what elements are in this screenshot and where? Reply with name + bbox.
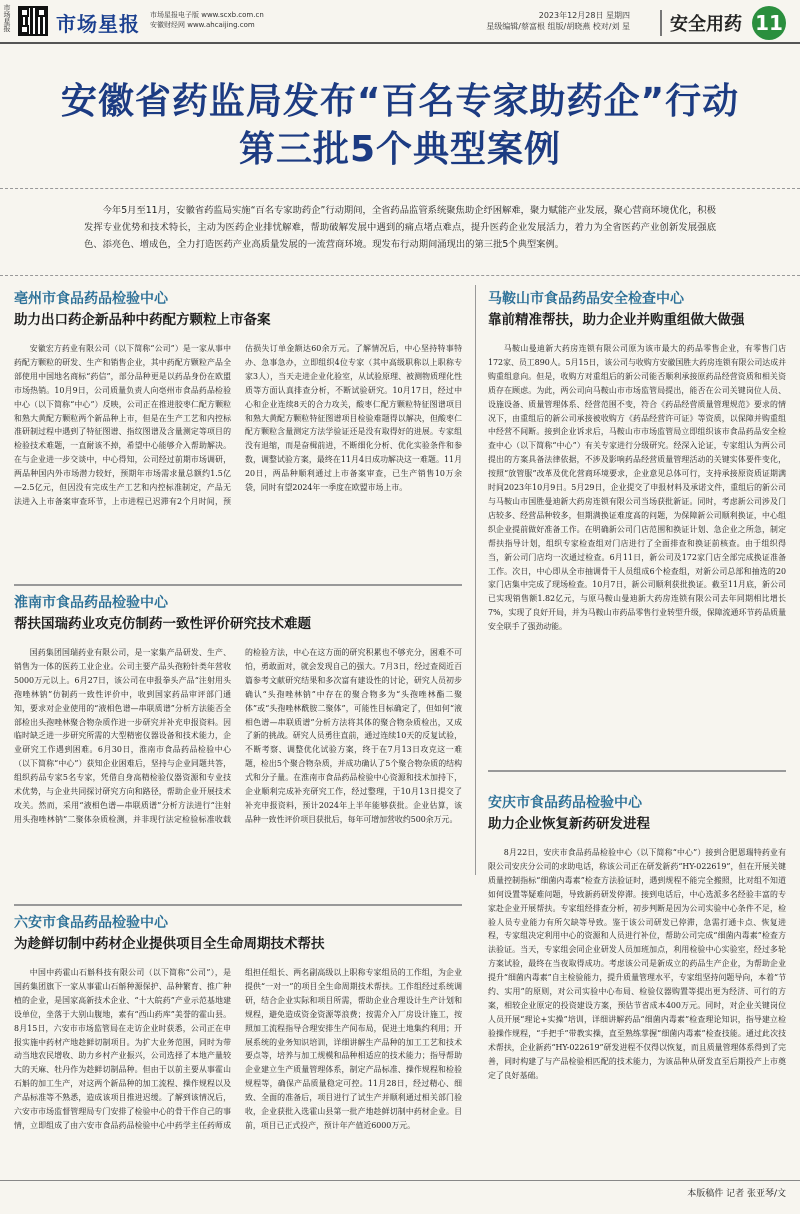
- article-luan: [14, 914, 462, 1170]
- article-text: 马鞍山曼迪新大药房连锁有限公司原为该市最大的药品零售企业，有零售门店172家、员工890人。5月15日，该公司与收购方安徽国胜大药房连锁有限公司达成并购重组意向。但是，收购方对重组后的新公司能否顺利承接原药品经营资质和相关资质存在顾虑。为此，两公司向马鞍山市市场监管局提出，能否在公司关键岗位人员、设施设备、质量管理体系、经营范围不变，符合《药品经营质量管理规范》要求的情况下，由重组后的新公司承接被收购方《药品经营许可证》等资质，以保障并购重组中经营不间断。接到企业诉求后，马鞍山市市场监管局立即组织该市食品药品安全检查中心（以下简称“中心”）有关专家进行分级研究。经深入论证，专家组认为两公司提出的方案具备法律依据，不涉及影响药品经营质量管理活动的关键实体要件变化，按照“放管服”改革及优化营商环境要求，企业意见总体可行，支持承接原资质证期满时间2023年10月9日。5月29日，企业提交了申报材料及承诺文件，重组后的新公司与马鞍山市国胜曼迪新大药房连锁有限公司当场获批新证。同时，考虑新公司涉及门店较多、经营品种较多，但期满换证难度高的问题，为保障新公司顺利换证，中心组织企业提前做好准备工作。在明确新公司门店范围和换证计划、急企业之所急，制定帮扶指导计划，组织专家检查组对门店进行了全面排查和换证前核查。由于组织得当，新公司门店均一次通过检查。6月11日，新公司及172家门店全部完成换证准备工作。次日，中心即从全市抽调骨干人员组成6个检查组，对新公司总部和抽选的20家门店集中完成了现场检查。10月7日，新公司顺利获批换证。截至11月底，新公司已实现销售额1.82亿元，与原马鞍山曼迪新大药房连锁有限公司去年同期相比增长7%，实现了良好开局，并为马鞍山市药品零售行业转型升级，保障流通环节药品质量安全联手了强劲动能。: [488, 344, 786, 632]
- article-anqing: [488, 794, 786, 1172]
- article-text: 安徽宏方药业有限公司（以下简称“公司”）是一家从事中药配方颗粒的研发、生产和销售企业，其中药配方颗粒产品全部使用中国地名商标“药信”，部分品种更是以药品身份在欧盟市场热销。10月9日，公司质量负责人向亳州市食品药品检验中心（以下简称“中心”）反映，公司正在推进胶枣仁配方颗粒和熟大黄配方颗粒两个新品种上市，但是在生产工艺和内控标准研制过程中遇到了特征图谱、指纹图谱及含量测定等项目的检验技术难题，一直耐该不掉，希望中心能够介入帮助解决。在与企业进一步交谈中，中心得知，公司经过前期市场调研，两品种国内外市场潜力较好，预期年市场需求量总额约1.5亿—2.5亿元，但因没有完成生产工艺和内控标准制定，产品无法进入上市备案审查环节，上市进程已迟滞有2个月时间，预估损失订单金额达60余万元。了解情况后，中心坚持特事特办、急事急办，立即组织4位专家（其中高级职称以上职称专家3人），当天走进企业化验室，从试验原理、被测物质理化性质等方面认真排查分析，不断试验研究。10月17日，经过中心和企业连续8天的合力攻关，酸枣仁配方颗粒特征图谱项目和熟大黄配方颗粒特征图谱项目检验难题得以解决，但酸枣仁配方颗粒含量测定方法学验证还是没有取得好的进展。专家组没有退缩，而是奋楫前进，不断细化分析、优化实验条件和参数，调整试验方案，最终在11月4日成功解决这一难题。11月20日，两品种顺利通过上市备案审查，已生产销售10万余袋，同时有望2024年一季度在欧盟市场上市。: [14, 344, 462, 506]
- article-title: 助力出口药企新品种中药配方颗粒上市备案: [14, 312, 271, 328]
- article-text: 中国中药霍山石斛科技有限公司（以下简称“公司”），是国药集团旗下一家从事霍山石斛种源保护、品种繁育、推广种植的企业，是国家高新技术企业、“十大皖药”产业示范基地建设单位，坐落于大别山腹地，素有“西山药库”美誉的霍山县。8月15日，六安市市场监管局在走访企业时获悉，公司正在申报实施中药材产地趁鲜切制项目。为扩大业务范围，同时为带动当地农民增收、助力乡村产业振兴，公司选择了本地产量较大的天麻、牡丹作为趁鲜切制品种。但由于以前主要从事霍山石斛的加工生产，对这两个新品种的加工流程、操作规程以及产品标准等不熟悉，造成该项目推进迟缓。了解到该情况后，六安市市场监督管理局专门安排了检验中心的骨干作自己的事情，立即组成了由六安市食品药品检验中心中药学主任药师成组担任组长、两名副高级以上职称专家组员的工作组，为企业提供“一对一”的项目全生命周期技术帮扶。工作组经过系统调研，结合企业实际和项目所需，帮助企业合理设计生产计划和规程，避免造成资金资源等浪费；按需介入厂房设计施工，按照加工流程指导合理安排生产间布局，促进土地集约利用；开展系统的业务知识培训，详细讲解生产品种的加工工艺和技术要点等，培养与加工规模和品种相适应的技术能力；指导帮助企业建立生产质量管理体系，制定产品标准、操作规程和检验规程等，确保产品质量稳定可控。11月28日，经过精心、细致、全面的准备后，项目进行了试生产并顺利通过相关部门验收，企业获批入选霍山县第一批产地趁鲜切制中药材企业。目前，项目已正式投产，预计年产值近6000万元。: [14, 968, 462, 1130]
- issue-info: [486, 10, 630, 32]
- article-body: [14, 342, 462, 572]
- article-source: 马鞍山市食品药品安全检查中心: [488, 291, 684, 307]
- masthead: [0, 0, 800, 44]
- article-bozhou: [14, 290, 462, 572]
- article-body: [488, 342, 786, 764]
- masthead-info-line1: 市场星报电子版 www.scxb.com.cn: [150, 11, 264, 19]
- divider: [0, 275, 800, 276]
- article-title: 助力企业恢复新药研发进程: [488, 816, 650, 832]
- masthead-info-line2: 安徽财经网 www.ahcaijing.com: [150, 21, 255, 29]
- article-title: 为趁鲜切制中药材企业提供项目全生命周期技术帮扶: [14, 936, 325, 952]
- article-body: [14, 966, 462, 1170]
- article-title: 帮扶国瑞药业攻克仿制药一致性评价研究技术难题: [14, 616, 311, 632]
- article-body: [488, 846, 786, 1172]
- headline-line2: 第三批5个典型案例: [238, 129, 562, 170]
- column-divider: [475, 285, 476, 875]
- issue-editors: 星级编辑/蔡富根 组版/胡晓燕 校对/刘 星: [486, 22, 630, 31]
- article-body: [14, 646, 462, 902]
- divider: [14, 584, 462, 586]
- article-text: 8月22日，安庆市食品药品检验中心（以下简称“中心”）接到合肥恩瑞特药业有限公司安庆分公司的求助电话，称该公司正在研发新药“HY-022619”，但在开展关键质量控制指标“细菌内毒素”检查方法验证时，遇到规程不能完全搬照，比对组不知道如何设置等疑难问题，导致新药研发停滞。接到电话后，中心选派多名经验丰富的专家赴企业开展帮扶。专家组经排查分析，初步判断是因为公司实验中心条件不足，检验人员专业能力有所欠缺等导致。鉴于该公司研发已停滞，急需打通卡点、恢复进程，专家组决定利用中心的资源和人员进行补位，帮助公司完成“细菌内毒素”检查方法验证。当天，专家组会同企业研发人员加班加点，利用检验中心实验室，经过多轮方案试验，最终在当夜取得成功。考虑该公司是新成立的药品生产企业，为帮助企业提升“细菌内毒素”自主检验能力，提升质量管理水平，专家组坚持问题导向，本着“节约、实用”的原则，对公司实验中心布局、检验仪器购置等提出更为经济、可行的方案，相较企业原定的投资建设方案，预估节省成本400万元。同时，对企业关键岗位人员开展“理论+实操”培训，详细讲解药品“细菌内毒素”检查理论知识，指导建立检验操作规程，“手把手”带教实操，直至熟练掌握“细菌内毒素”检查技能。通过此次技术帮扶，企业新药“HY-022619”研发进程不仅得以恢复，而且质量管理体系得到了完善，同时构建了与产品检验相匹配的技术能力，为该品种从研发直至后期投产上市奠定了良好基础。: [488, 848, 786, 1080]
- masthead-info: [150, 10, 264, 30]
- article-source: 安庆市食品药品检验中心: [488, 795, 642, 811]
- article-source: 淮南市食品药品检验中心: [14, 595, 168, 611]
- qr-code-icon: [18, 6, 48, 36]
- article-source: 亳州市食品药品检验中心: [14, 291, 168, 307]
- byline: 本版稿件 记者 张亚琴/文: [687, 1189, 786, 1199]
- divider: [0, 1180, 800, 1181]
- divider: [488, 770, 786, 772]
- article-title: 靠前精准帮扶，助力企业并购重组做大做强: [488, 312, 745, 328]
- issue-date: 2023年12月28日 星期四: [538, 11, 630, 20]
- article-maanshan: [488, 290, 786, 764]
- article-huainan: [14, 594, 462, 902]
- headline: [0, 78, 800, 174]
- masthead-edge-text: 市场星报: [3, 4, 11, 32]
- page-number-badge: 11: [752, 6, 786, 40]
- divider: [0, 188, 800, 189]
- headline-line1: 安徽省药监局发布“百名专家助药企”行动: [60, 81, 740, 122]
- lead-paragraph: 今年5月至11月，安徽省药监局实施“百名专家助药企”行动期间，全省药品监管系统聚焦助企纾困解难，聚力赋能产业发展，聚心营商环境优化，积极发挥专业优势和技术特长，主动为医药企业排忧解难，帮助破解发展中遇到的痛点堵点难点，提升医药企业发展活力，着力为全省医药产业创新发展强底色、添亮色、增成色，全力打造医药产业高质量发展的一流营商环境。现发布行动期间涌现出的第三批5个典型案例。: [84, 205, 716, 250]
- article-text: 国药集团国瑞药业有限公司，是一家集产品研发、生产、销售为一体的医药工业企业。公司主要产品头孢粉针类年营收5000万元以上。6月27日，该公司在申报拳头产品“注射用头孢唑林钠”仿制药一致性评价中，收到国家药品审评部门通知，要求对企业使用的“液相色谱—串联质谱”分析方法能否全部检出头孢唑林聚合物杂质作进一步研究并补充申报资料。因临时缺乏进一步研究所需的大型精密仪器设备和技术能力，企业研究工作遇到困难。6月30日，淮南市食品药品检验中心（以下简称“中心”）获知企业困难后，坚持与企业同题共答，组织药品专家5名专家，凭借自身高精检验仪器资源和专业技术优势，与企业共同探讨研究方向和路径，帮助企业开展技术攻关。然而，采用“液相色谱—串联质谱”分析方法进行“注射用头孢唑林钠”二聚体杂质检测，并非现行法定检验标准收载的检验方法，中心在这方面的研究积累也不够充分，困难不可怕，勇敢面对，就会发现自己的强大。7月3日，经过查阅近百篇参考文献研究结果和多次富有建设性的讨论，研究人员初步确认“头孢唑林钠”中存在的聚合物多为“头孢唑林酯二聚体”或“头孢唑林酰胺二聚体”，可能性目标确定了，但如何“液相色谱—串联质谱”分析方法将其体的聚合物杂质检出，又成了新的挑战。研究人员勇往直前，通过连续10天的反复试验，不断考察、调整优化试验方案，终于在7月13日攻克这一难题，检出5个聚合物杂质，并成功确认了5个聚合物杂质的结构式和分子量。在淮南市食品药品检验中心资源和技术加持下，企业顺利完成补充研究工作，经过整理，于10月13日提交了补充申报资料，预计2024年上半年能够获批。企业估算，该品种一致性评价项目获批后，每年可增加营收约500余万元。: [14, 648, 462, 824]
- article-source: 六安市食品药品检验中心: [14, 915, 168, 931]
- page-section-name: 安全用药: [660, 10, 742, 36]
- newspaper-logo: 市场星报: [56, 12, 140, 36]
- divider: [14, 904, 462, 906]
